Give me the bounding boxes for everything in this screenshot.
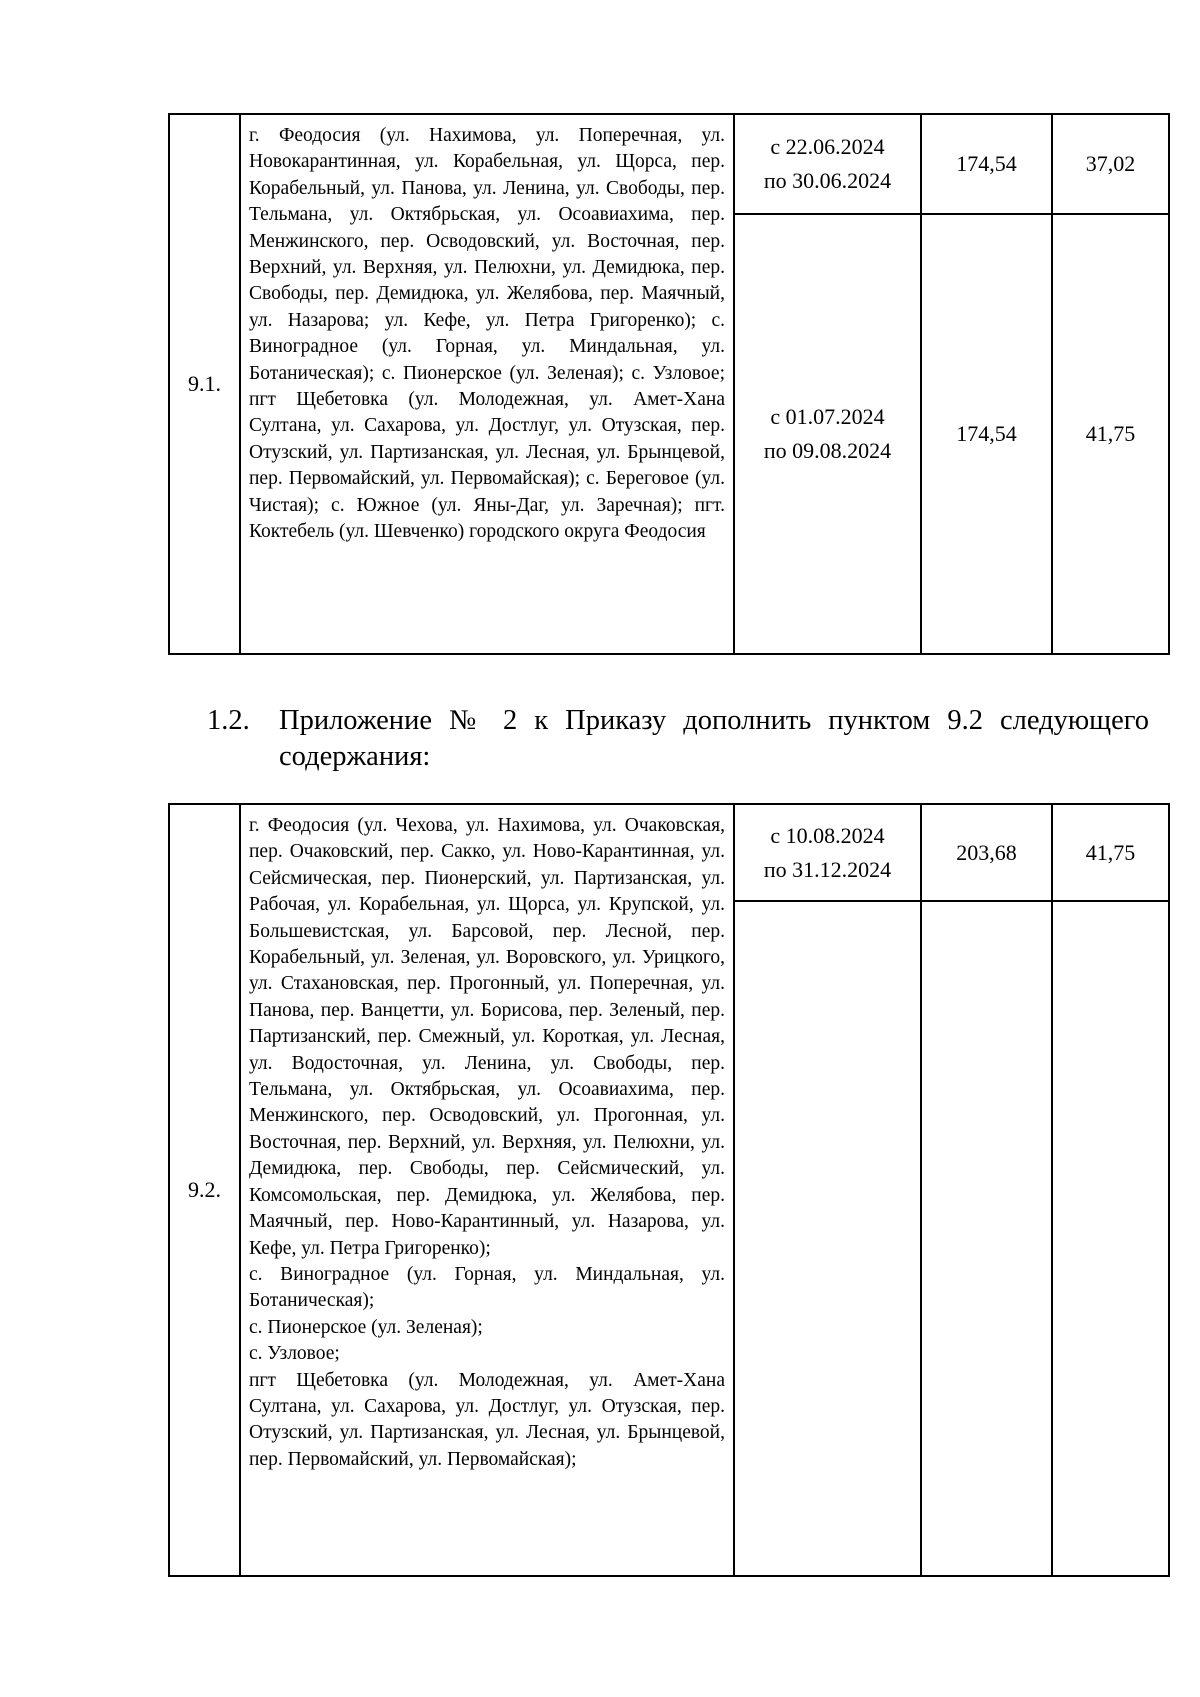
period-to: по 30.06.2024 xyxy=(763,168,892,193)
tariff-value-2: 41,75 xyxy=(1052,214,1169,654)
address-line: г. Феодосия (ул. Чехова, ул. Нахимова, ул. Очаковская, пер. Очаковский, пер. Сакко, ул. Ново-Карантинная, ул. Сейсмическая, пер. Пионерский, ул. Партизанская, ул. Рабочая, ул. Корабельная, ул. Щорса, ул. Крупской, ул. Большевистская, ул. Барсовой, пер. Лесной, пер. Корабельный, ул. Зеленая, ул. Воровского, ул. Урицкого, ул. Стахановская, пер. Прогонный, ул. Поперечная, ул. Панова, пер. Ванцетти, ул. Борисова, пер. Зеленый, пер. Партизанский, пер. Смежный, ул. Короткая, ул. Лесная, ул. Водосточная, ул. Ленина, ул. Свободы, пер. Тельмана, ул. Октябрьская, ул. Осоавиахима, пер. Менжинского, пер. Осводовский, ул. Прогонная, ул. Восточная, пер. Верхний, ул. Верхняя, ул. Пелюхни, ул. Демидюка, пер. Свободы, пер. Сейсмический, ул. Комсомольская, пер. Демидюка, ул. Желябова, пер. Маячный, пер. Ново-Карантинный, ул. Назарова, ул. Кефе, ул. Петра Григоренко); xyxy=(249,815,725,1259)
address-line: с. Узловое; xyxy=(249,1343,340,1365)
address-line: с. Виноградное (ул. Горная, ул. Миндальная, ул. Ботаническая); xyxy=(249,1263,725,1312)
tariff-table-9-1 xyxy=(168,113,1170,655)
period-from: с 22.06.2024 xyxy=(770,134,885,159)
address-list: г. Феодосия (ул. Нахимова, ул. Поперечная, ул. Новокарантинная, ул. Корабельная, ул. Щорса, пер. Корабельный, ул. Панова, ул. Ленина, ул. Свободы, пер. Тельмана, ул. Октябрьская, ул. Осоавиахима, пер. Менжинского, пер. Осводовский, ул. Восточная, пер. Верхний, ул. Верхняя, ул. Пелюхни, ул. Демидюка, пер. Свободы, пер. Демидюка, ул. Желябова, пер. Маячный, ул. Назарова; ул. Кефе, ул. Петра Григоренко); с. Виноградное (ул. Горная, ул. Миндальная, ул. Ботаническая); с. Пионерское (ул. Зеленая); с. Узловое; пгт Щебетовка (ул. Молодежная, ул. Амет-Хана Султана, ул. Сахарова, ул. Достлуг, ул. Отузская, пер. Отузский, ул. Партизанская, ул. Лесная, ул. Брынцевой, пер. Первомайский, ул. Первомайская); с. Береговое (ул. Чистая); с. Южное (ул. Яны-Даг, ул. Заречная); пгт. Коктебель (ул. Шевченко) городского округа Феодосия xyxy=(240,114,734,654)
period-cell xyxy=(734,214,921,654)
paragraph-number: 1.2. xyxy=(207,705,250,736)
empty-cell xyxy=(734,901,921,1576)
period-to: по 09.08.2024 xyxy=(763,438,892,463)
tariff-value: 203,68 xyxy=(921,804,1052,901)
tariff-value: 174,54 xyxy=(921,114,1052,214)
address-list xyxy=(240,804,734,1576)
period-from: с 01.07.2024 xyxy=(770,404,885,429)
period-from: с 10.08.2024 xyxy=(770,822,885,848)
empty-cell xyxy=(921,901,1052,1576)
address-line: пгт Щебетовка (ул. Молодежная, ул. Амет-Хана Султана, ул. Сахарова, ул. Достлуг, ул. Отузская, пер. Отузский, ул. Партизанская, ул. Лесная, ул. Брынцевой, пер. Первомайский, ул. Первомайская); xyxy=(249,1369,725,1470)
paragraph-text: Приложение № 2 к Приказу дополнить пунктом 9.2 следующего содержания: xyxy=(279,705,1149,772)
empty-cell xyxy=(1052,901,1169,1576)
row-number: 9.1. xyxy=(169,114,240,654)
period-cell xyxy=(734,804,921,901)
period-to: по 31.12.2024 xyxy=(763,856,892,882)
period-cell xyxy=(734,114,921,214)
paragraph-1-2 xyxy=(207,703,1149,775)
row-number: 9.2. xyxy=(169,804,240,1576)
tariff-value-2: 37,02 xyxy=(1052,114,1169,214)
tariff-table-9-2 xyxy=(168,803,1170,1577)
tariff-value-2: 41,75 xyxy=(1052,804,1169,901)
address-line: с. Пионерское (ул. Зеленая); xyxy=(249,1316,483,1338)
tariff-value: 174,54 xyxy=(921,214,1052,654)
